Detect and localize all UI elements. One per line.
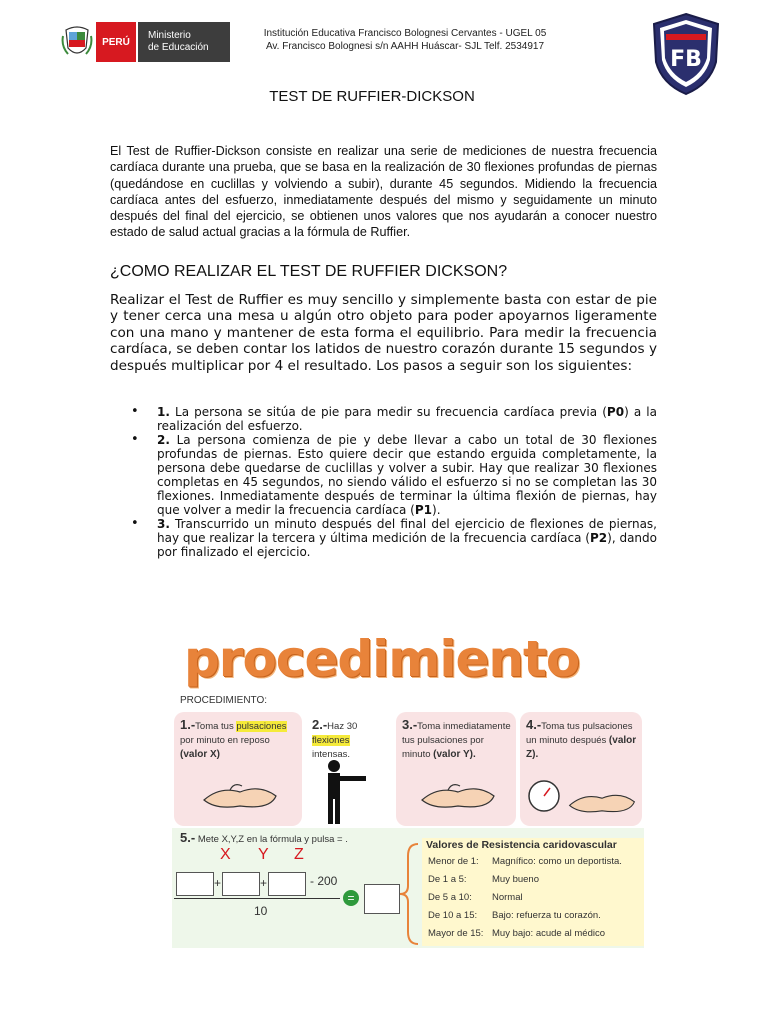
ministry-label: Ministerio de Educación — [138, 22, 230, 62]
peru-label: PERÚ — [96, 22, 136, 62]
minedu-logo — [60, 22, 230, 62]
procedure-infographic — [172, 630, 644, 948]
input-x-box — [176, 872, 214, 896]
stopwatch-icon — [526, 778, 562, 814]
results-title: Valores de Resistencia caridovascular — [426, 839, 617, 851]
step-number: 3. — [157, 517, 170, 531]
procedure-card-1: 1.-Toma tus pulsaciones por minuto en reposo (valor X) — [174, 712, 302, 826]
school-address: Av. Francisco Bolognesi s/n AAHH Huáscar- SJL Telf. 2534917 — [265, 41, 545, 52]
results-table: Valores de Resistencia caridovascular Menor de 1: Magnífico: como un deportista. De 1 a 5: Muy bueno De 5 a 10: Normal De 10 a 15: Bajo: refuerza tu corazón. Mayor de 15: Muy bajo: acude al médico — [422, 838, 644, 946]
input-z-box — [268, 872, 306, 896]
result-box — [364, 884, 400, 914]
equals-button: = — [343, 890, 359, 906]
procedure-card-4: 4.-Toma tus pulsaciones un minuto después (valor Z). — [520, 712, 642, 826]
procedure-card-3: 3.-Toma inmediatamente tus pulsaciones por minuto (valor Y). — [396, 712, 516, 826]
wrist-pulse-icon — [200, 774, 280, 814]
input-y-box — [222, 872, 260, 896]
step-number: 1. — [157, 405, 170, 419]
formula-section: 5.- Mete X,Y,Z en la fórmula y pulsa = . X Y Z + + - 200 10 = Valores de Resistencia caridovascular Menor de 1: Magnífico: como un deportista. De 1 a 5: Muy bueno De 5 a 10: Normal De 10 a 15: Bajo: refuerza tu corazón. Mayor de 15: Muy bajo: acude al médico — [172, 828, 644, 948]
procedure-card-2: 2.-Haz 30 flexiones intensas. — [306, 712, 392, 826]
var-y: Y — [258, 846, 269, 863]
wrist-pulse-icon — [418, 774, 498, 814]
section-heading: ¿COMO REALIZAR EL TEST DE RUFFIER DICKSON? — [110, 263, 508, 280]
steps-list — [110, 405, 657, 559]
var-z: Z — [294, 846, 304, 863]
intro-paragraph: El Test de Ruffier-Dickson consiste en realizar una serie de mediciones de nuestra frecuencia cardíaca durante una prueba, que se basa en la realización de 30 flexiones profundas de piernas (quedándose en cuclillas y volviendo a subir), durante 45 segundos. Midiendo la frecuencia cardíaca antes del esfuerzo, inmediatamente después del mismo y seguidamente un minuto después del final del ejercicio, se obtienen unos valores que nos ayudarán a conocer nuestro estado de salud actual gracias a la fórmula de Ruffier. — [110, 144, 657, 240]
procedure-label: PROCEDIMIENTO: — [180, 695, 268, 706]
peru-coat-of-arms-icon — [60, 22, 94, 62]
squat-figure-icon — [312, 758, 372, 826]
list-item: • 3. Transcurrido un minuto después del final del ejercicio de flexiones de piernas, hay que realizar la tercera y última medición de la frecuencia cardíaca (P2), dando por finalizado el ejercicio. — [157, 517, 657, 559]
var-x: X — [220, 846, 231, 863]
fraction-bar — [174, 898, 340, 899]
brace-icon — [398, 842, 422, 946]
school-name: Institución Educativa Francisco Bolognesi Cervantes - UGEL 05 — [263, 28, 547, 39]
shield-initials: FB — [670, 47, 702, 72]
list-item: • 1. La persona se sitúa de pie para medir su frecuencia cardíaca previa (P0) a la realización del esfuerzo. — [157, 405, 657, 433]
school-info — [240, 27, 570, 53]
how-to-paragraph: Realizar el Test de Ruffier es muy sencillo y simplemente basta con estar de pie y tener cerca una mesa u algún otro objeto para poder apoyarnos ligeramente con una mano y mantener de esta forma el equilibrio. Para medir la frecuencia cardíaca, se deben contar los latidos de nuestro corazón durante 15 segundos y después multiplicar por 4 el resultado. Los pasos a seguir son los siguientes: — [110, 292, 657, 374]
school-shield-icon — [650, 12, 722, 96]
list-item: • 2. La persona comienza de pie y debe llevar a cabo un total de 30 flexiones profundas de piernas. Esto quiere decir que estando erguida completamente, la persona debe quedarse de cuclillas y volver a subir. Hay que realizar 30 flexiones completas en 45 segundos, no siendo válido el esfuerzo si no se completan las 30 flexiones. Inmediatamente después de terminar la última flexión de piernas, hay que volver a medir la frecuencia cardíaca (P1). — [157, 433, 657, 517]
page-title: TEST DE RUFFIER-DICKSON — [269, 88, 475, 105]
denominator: 10 — [254, 904, 268, 918]
minus-constant: - 200 — [310, 874, 338, 888]
step-number: 2. — [157, 433, 170, 447]
procedure-title: procedimiento — [184, 630, 580, 688]
wrist-pulse-icon — [566, 782, 638, 818]
